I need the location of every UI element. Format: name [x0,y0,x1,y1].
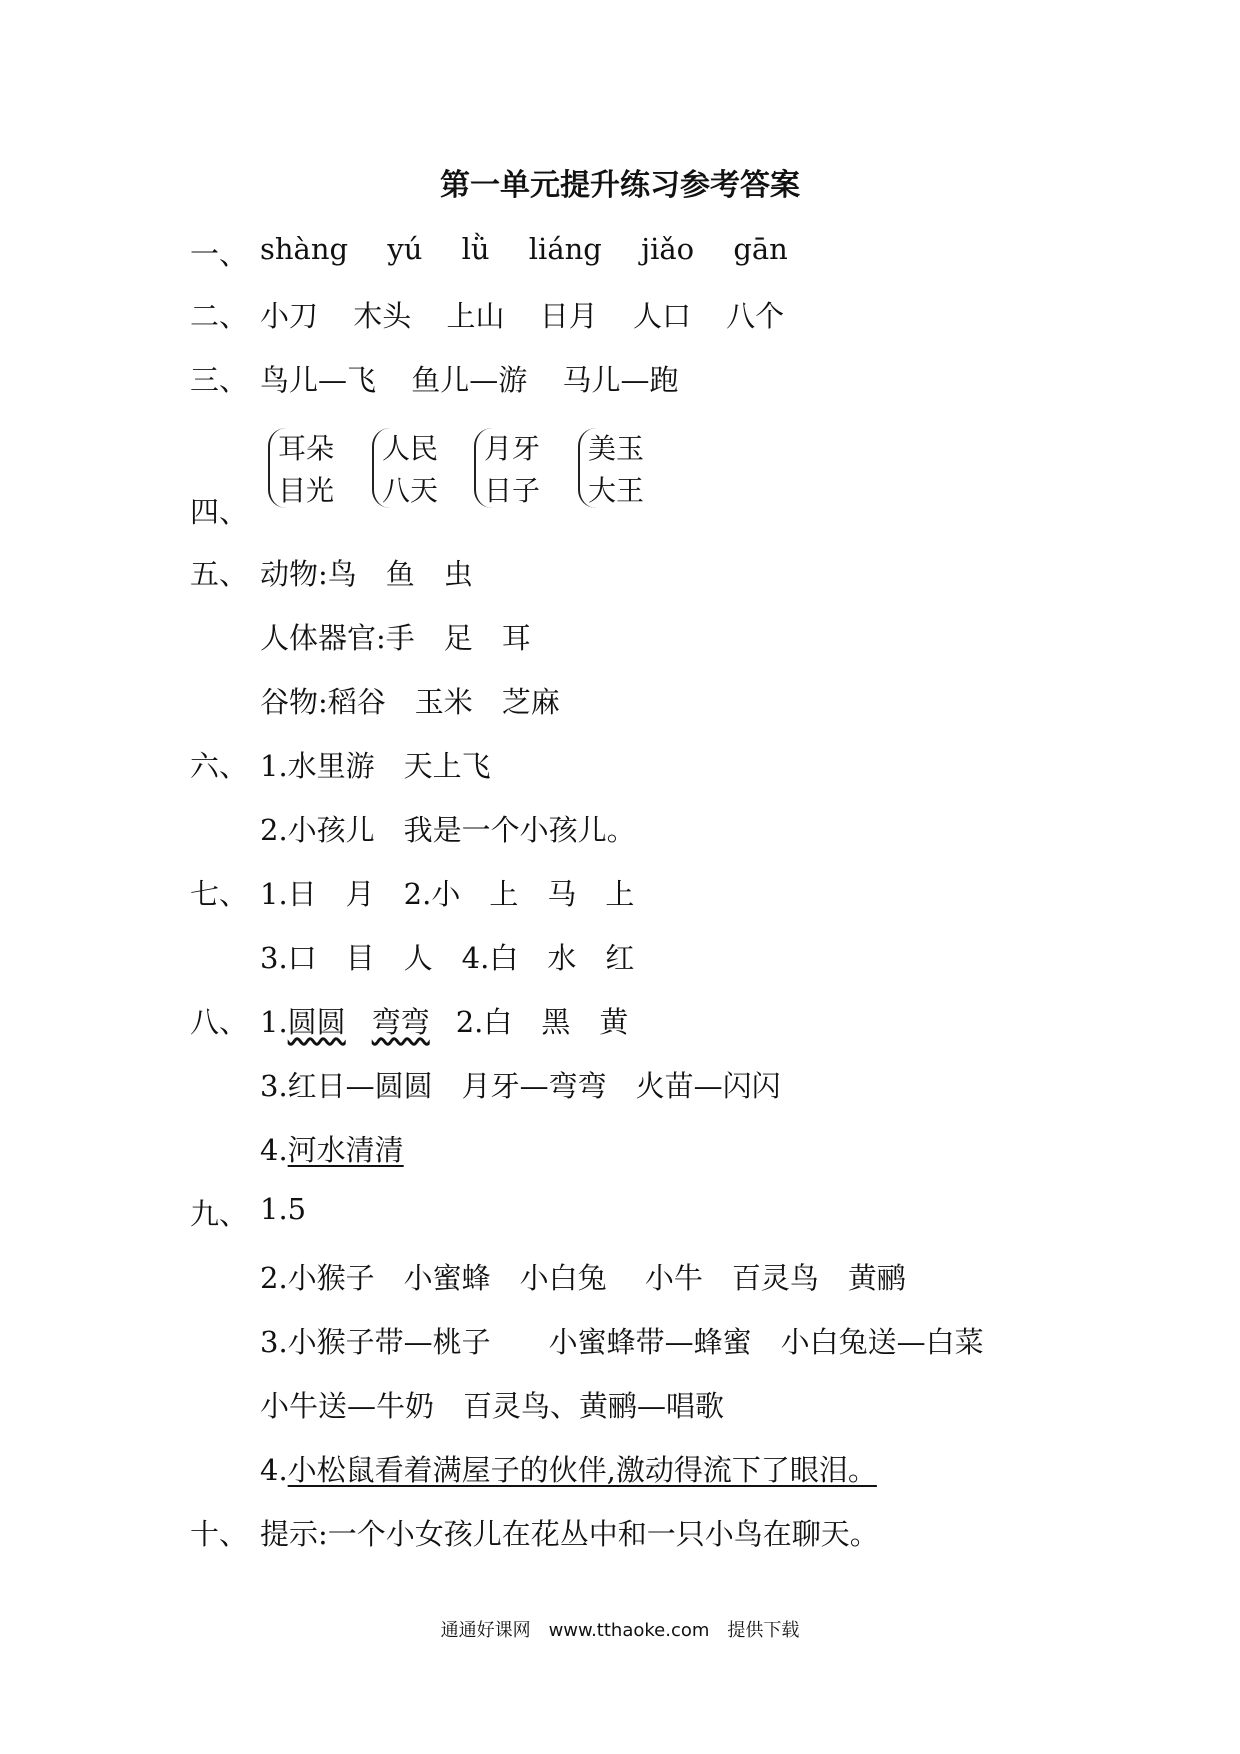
wavy-underlined-answer: 圆圆 [287,1005,346,1039]
pinyin-item: lǜ [461,232,490,266]
answer-prefix: 4. [260,1133,288,1167]
answer-line: 2.小孩儿 我是一个小孩儿。 [260,813,636,847]
word-item: 小刀 [260,299,319,333]
word-pair-bottom: 目光 [278,474,335,507]
answer-line: 谷物:稻谷 玉米 芝麻 [260,685,560,719]
question-number: 四、 [190,495,249,529]
answer-line: 小牛送—牛奶 百灵鸟、黄鹂—唱歌 [260,1389,725,1423]
word-item: 上山 [446,299,505,333]
word-pair-group [578,428,644,508]
pinyin-item: shàng [260,232,349,266]
match-item: 鱼儿—游 [411,363,528,397]
word-pair-bottom: 八天 [382,474,439,507]
page-title: 第一单元提升练习参考答案 [440,168,800,203]
word-pair-top: 耳朵 [278,432,335,465]
wavy-underlined-answer: 弯弯 [371,1005,430,1039]
question-number: 十、 [190,1517,249,1551]
word-pair-bottom: 大王 [588,474,645,507]
answer-line: 1.水里游 天上飞 [260,749,491,783]
word-item: 日月 [539,299,598,333]
word-pair-top: 美玉 [588,432,645,465]
word-pair-group [474,428,540,508]
underlined-answer: 小松鼠看着满屋子的伙伴,激动得流下了眼泪。 [287,1453,877,1487]
answer-line: 动物:鸟 鱼 虫 [260,557,473,591]
page-footer: 通通好课网 www.tthaoke.com 提供下载 [440,1620,800,1641]
answer-line [260,1128,404,1169]
word-pair-group [372,428,438,508]
answer-line: 1.日 月 2.小 上 马 上 [260,877,635,911]
question-number: 六、 [190,749,249,783]
answer-line [260,1000,628,1041]
answer-line: 3.小猴子带—桃子 小蜜蜂带—蜂蜜 小白兔送—白菜 [260,1325,984,1359]
answer-line [260,1448,877,1489]
question-number: 八、 [190,1005,249,1039]
pinyin-item: yú [387,232,423,266]
answer-text: 2.白 黑 黄 [455,1005,629,1039]
answer-line: 1.5 [260,1192,307,1226]
word-pair-top: 人民 [382,432,439,465]
pinyin-item: jiǎo [641,232,695,266]
answer-prefix: 4. [260,1453,288,1487]
question-number: 七、 [190,877,249,911]
pinyin-item: liáng [528,232,602,266]
answer-line: 2.小猴子 小蜜蜂 小白兔 小牛 百灵鸟 黄鹂 [260,1261,906,1295]
pinyin-item: gān [733,232,788,266]
word-pair-bottom: 日子 [484,474,541,507]
answer-prefix: 1. [260,1005,288,1039]
question-number: 九、 [190,1197,249,1231]
word-item: 八个 [726,299,785,333]
question-number: 二、 [190,299,249,333]
underlined-answer: 河水清清 [287,1133,404,1167]
question-number: 五、 [190,557,249,591]
match-item: 鸟儿—飞 [260,363,377,397]
word-item: 人口 [632,299,691,333]
word-answers [260,294,784,335]
match-answers [260,358,678,399]
question-number: 三、 [190,363,249,397]
answer-line: 人体器官:手 足 耳 [260,621,531,655]
word-item: 木头 [353,299,412,333]
question-number: 一、 [190,237,249,271]
answer-line: 3.红日—圆圆 月牙—弯弯 火苗—闪闪 [260,1069,781,1103]
pinyin-answers [260,232,818,266]
word-pair-top: 月牙 [484,432,541,465]
match-item: 马儿—跑 [562,363,679,397]
word-pair-group [268,428,334,508]
answer-line: 3.口 目 人 4.白 水 红 [260,941,635,975]
answer-line: 提示:一个小女孩儿在花丛中和一只小鸟在聊天。 [260,1517,879,1551]
